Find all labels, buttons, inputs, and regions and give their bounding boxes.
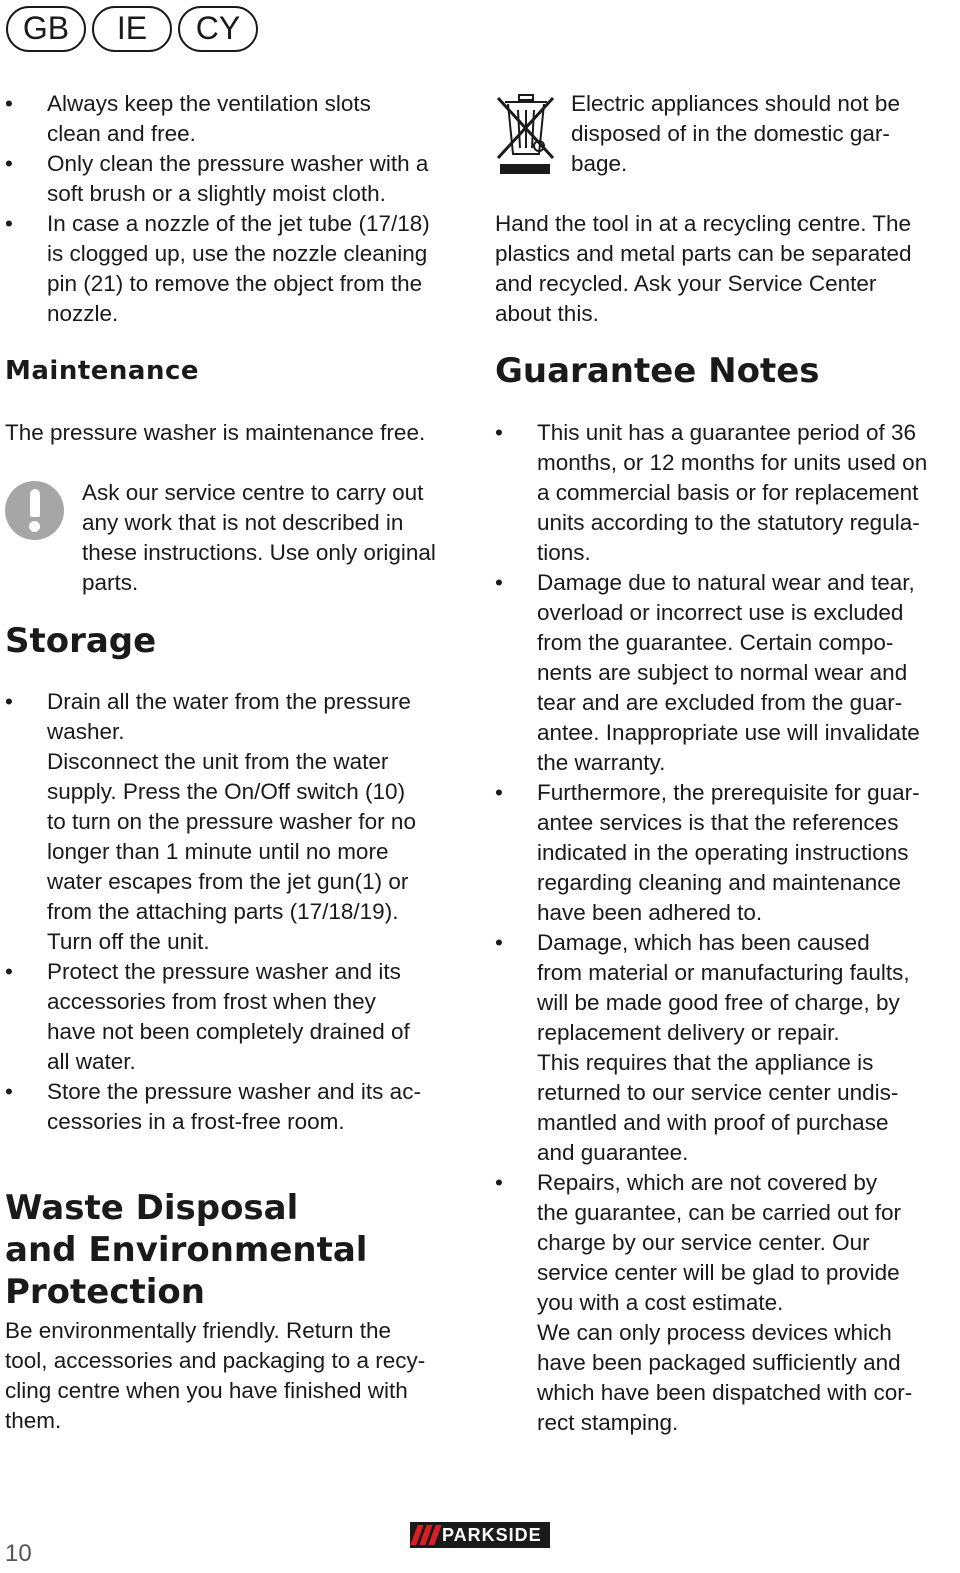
- guarantee-bullets: [495, 418, 957, 1438]
- language-badge-ie: IE: [92, 6, 172, 52]
- maintenance-text: The pressure washer is maintenance free.: [5, 420, 426, 445]
- storage-heading: Storage: [5, 621, 157, 661]
- page-number: 10: [5, 1540, 32, 1567]
- list-item: • This unit has a guarantee period of 36 months, or 12 months for units used on a commercial basis or for replacement units according to the statutory regula- tions.: [495, 418, 957, 568]
- guarantee-heading: Guarantee Notes: [495, 351, 820, 391]
- list-item: • Only clean the pressure washer with a soft brush or a slightly moist cloth.: [5, 149, 475, 209]
- list-item: • Drain all the water from the pressure washer. Disconnect the unit from the water supply. Press the On/Off switch (10) to turn on the pressure washer for no longer than 1 minute until no more water escapes from the jet gun(1) or from the attaching parts (17/18/19). Turn off the unit.: [5, 687, 475, 957]
- list-item: • Store the pressure washer and its ac- cessories in a frost-free room.: [5, 1077, 475, 1137]
- maintenance-heading: Maintenance: [5, 356, 200, 386]
- storage-bullets: [5, 687, 475, 1137]
- language-badge-gb: GB: [6, 6, 86, 52]
- bin-notice: Electric appliances should not be disposed of in the domestic gar- bage.: [571, 91, 900, 176]
- list-item: • Damage, which has been caused from material or manufacturing faults, will be made good free of charge, by replacement delivery or repair. This requires that the appliance is returned to our service center undis- mantled and with proof of purchase and guarantee.: [495, 928, 957, 1168]
- service-note: Ask our service centre to carry out any work that is not described in these instructions. Use only original parts.: [82, 480, 436, 595]
- exclamation-icon: [5, 481, 64, 540]
- list-item: • Protect the pressure washer and its accessories from frost when they have not been completely drained of all water.: [5, 957, 475, 1077]
- logo-text: PARKSIDE: [442, 1524, 542, 1545]
- language-badge-cy: CY: [178, 6, 258, 52]
- list-item: • Always keep the ventilation slots clean and free.: [5, 89, 475, 149]
- list-item: • Furthermore, the prerequisite for guar- antee services is that the references indicated in the operating instructions regarding cleaning and maintenance have been adhered to.: [495, 778, 957, 928]
- waste-disposal-text: Be environmentally friendly. Return the tool, accessories and packaging to a recy- cling centre when you have finished with them.: [5, 1318, 426, 1433]
- logo-stripes-icon: [410, 1522, 442, 1548]
- language-badges: [6, 6, 258, 52]
- list-item: • Damage due to natural wear and tear, overload or incorrect use is excluded from the guarantee. Certain compo- nents are subject to normal wear and tear and are excluded from the guar- antee. Inappropriate use will invalidate the warranty.: [495, 568, 957, 778]
- parkside-logo: [410, 1522, 550, 1548]
- list-item: • Repairs, which are not covered by the guarantee, can be carried out for charge by our service center. Our service center will be glad to provide you with a cost estimate. We can only process devices which have been packaged sufficiently and which have been dispatched with cor- rect stamping.: [495, 1168, 957, 1438]
- crossed-out-bin-icon: [495, 92, 557, 176]
- cleaning-bullets: [5, 89, 475, 329]
- recycling-text: Hand the tool in at a recycling centre. The plastics and metal parts can be separated and recycled. Ask your Service Center about this.: [495, 211, 912, 326]
- list-item: • In case a nozzle of the jet tube (17/18) is clogged up, use the nozzle cleaning pin (21) to remove the object from the nozzle.: [5, 209, 475, 329]
- waste-disposal-heading: Waste Disposal and Environmental Protection: [5, 1188, 368, 1312]
